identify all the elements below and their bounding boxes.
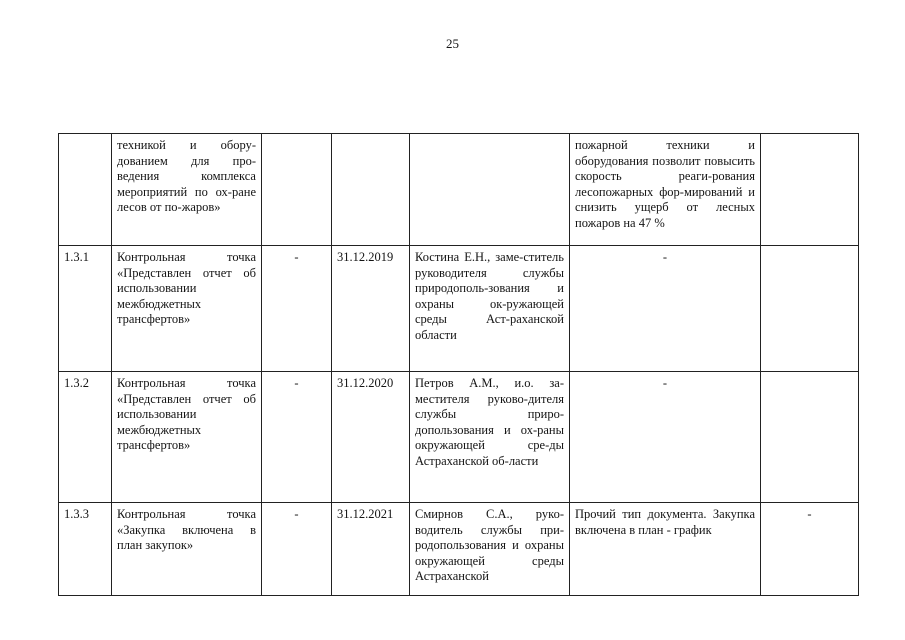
table-row [59,134,859,246]
responsible-person: Петров А.М., и.о. за-местителя руково-дителя службы приро-допользования и ох-раны окружающей сре-ды Астраханской об-ласти [410,372,570,503]
event-name: Контрольная точка «Представлен отчет об использовании межбюджетных трансфертов» [112,246,262,372]
extra-cell [761,134,859,246]
table-row [59,372,859,503]
end-date [332,134,410,246]
event-name: Контрольная точка «Представлен отчет об использовании межбюджетных трансфертов» [112,372,262,503]
responsible-person: Костина Е.Н., заме-ститель руководителя службы природополь-зования и охраны ок-ружающей среды Аст-раханской области [410,246,570,372]
event-name: техникой и обору-дованием для про-ведения комплекса мероприятий по ох-ране лесов от по-жаров» [112,134,262,246]
event-name: Контрольная точка «Закупка включена в план закупок» [112,503,262,596]
start-date: - [262,372,332,503]
page-number: 25 [446,36,459,51]
table-row [59,246,859,372]
plan-table [58,133,859,596]
row-number: 1.3.3 [59,503,112,596]
row-number: 1.3.1 [59,246,112,372]
table-row [59,503,859,596]
result-description: Прочий тип документа. Закупка включена в план - график [570,503,761,596]
extra-cell [761,372,859,503]
responsible-person [410,134,570,246]
row-number [59,134,112,246]
end-date: 31.12.2020 [332,372,410,503]
start-date: - [262,246,332,372]
start-date: - [262,503,332,596]
responsible-person: Смирнов С.А., руко-водитель службы при-родопользования и охраны окружающей среды Астраханской [410,503,570,596]
start-date [262,134,332,246]
result-description: - [570,246,761,372]
result-description: пожарной техники и оборудования позволит повысить скорость реаги-рования лесопожарных фор-мирований и снизить ущерб от лесных пожаров на 47 % [570,134,761,246]
extra-cell: - [761,503,859,596]
result-description: - [570,372,761,503]
extra-cell [761,246,859,372]
end-date: 31.12.2021 [332,503,410,596]
row-number: 1.3.2 [59,372,112,503]
end-date: 31.12.2019 [332,246,410,372]
